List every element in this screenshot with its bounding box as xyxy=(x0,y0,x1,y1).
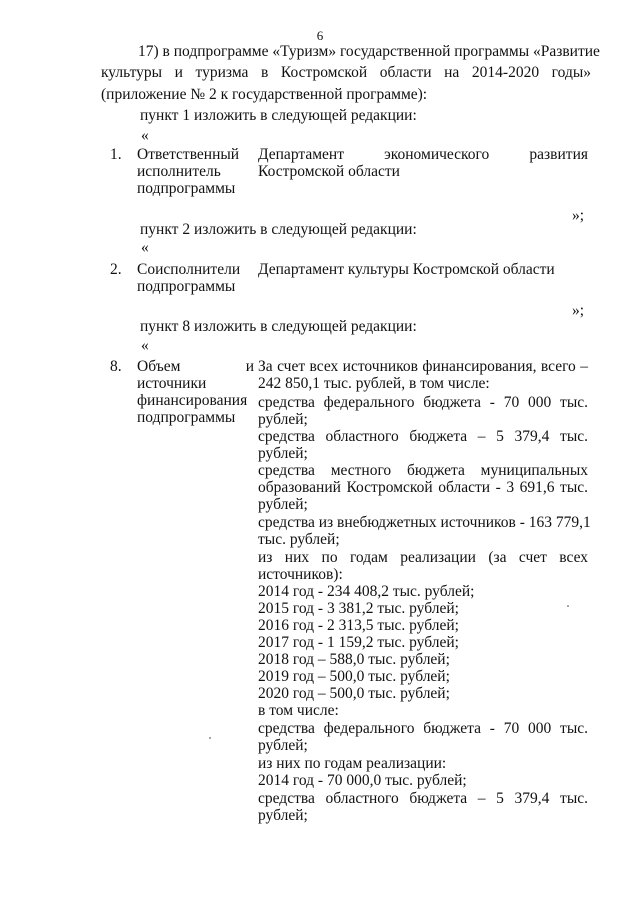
item-value-line: средства областного бюджета – 5 379,4 тыс. xyxy=(258,790,588,807)
item-value-line: Департамент культуры Костромской области xyxy=(258,261,555,278)
item-value-line: рублей; xyxy=(258,445,308,462)
item-number: 1. xyxy=(110,146,122,163)
item-value-line: 2014 год - 70 000,0 тыс. рублей; xyxy=(258,772,467,789)
item-value-line: 2020 год – 500,0 тыс. рублей; xyxy=(258,685,450,702)
page-number: 6 xyxy=(316,28,324,43)
item-value-line: из них по годам реализации: xyxy=(258,755,447,772)
item-value-line: тыс. рублей; xyxy=(258,531,340,548)
close-quote: »; xyxy=(572,207,585,224)
intro-line-2: культуры и туризма в Костромской области на 2014-2020 годы» xyxy=(101,64,591,81)
item-value-line: из них по годам реализации (за счет всех xyxy=(258,549,588,566)
item-name-line: Ответственный xyxy=(137,146,240,163)
open-quote: « xyxy=(141,239,149,256)
item-value-line: средства из внебюджетных источников - 163 779,1 xyxy=(258,514,591,531)
item-number: 8. xyxy=(110,358,122,375)
item-value-line: образований Костромской области - 3 691,6 тыс. xyxy=(258,479,588,496)
item-value-line: рублей; xyxy=(258,807,308,824)
item-value-line: источников): xyxy=(258,566,343,583)
item-value-line: рублей; xyxy=(258,737,308,754)
item-value-line: 242 850,1 тыс. рублей, в том числе: xyxy=(258,375,490,392)
item-name-line: Соисполнители xyxy=(137,261,241,278)
item-value-line: 2019 год – 500,0 тыс. рублей; xyxy=(258,668,450,685)
item-value-line: За счет всех источников финансирования, всего – xyxy=(258,358,588,375)
item-value-line: 2014 год - 234 408,2 тыс. рублей; xyxy=(258,583,475,600)
item-value-line: Костромской области xyxy=(258,163,400,180)
item-value-line: рублей; xyxy=(258,496,308,513)
item-value-line: средства областного бюджета – 5 379,4 тыс. xyxy=(258,428,588,445)
item-value-line: 2017 год - 1 159,2 тыс. рублей; xyxy=(258,634,459,651)
intro-line-3: (приложение № 2 к государственной программе): xyxy=(101,86,428,103)
item-name-line: Объем и xyxy=(137,358,254,375)
item-name-line: финансирования xyxy=(137,392,248,409)
item-value-line: рублей; xyxy=(258,411,308,428)
item-value-line: Департамент экономического развития xyxy=(258,146,588,163)
open-quote: « xyxy=(141,337,149,354)
instruction-item-8: пункт 8 изложить в следующей редакции: xyxy=(140,318,417,335)
close-quote: »; xyxy=(572,302,585,319)
item-value-line: средства федерального бюджета - 70 000 тыс. xyxy=(258,394,588,411)
instruction-item-2: пункт 2 изложить в следующей редакции: xyxy=(140,221,417,238)
item-value-line: 2015 год - 3 381,2 тыс. рублей; xyxy=(258,600,459,617)
scan-speck xyxy=(209,737,211,739)
open-quote: « xyxy=(141,127,149,144)
intro-line-1: 17) в подпрограмме «Туризм» государственной программы «Развитие xyxy=(138,43,600,60)
item-name-line: источники xyxy=(137,375,207,392)
item-number: 2. xyxy=(110,261,122,278)
item-name-line: подпрограммы xyxy=(137,180,236,197)
item-name-line: исполнитель xyxy=(137,163,221,180)
scan-speck xyxy=(567,605,569,607)
item-value-line: 2018 год – 588,0 тыс. рублей; xyxy=(258,651,450,668)
item-value-line: в том числе: xyxy=(258,702,339,719)
item-name-line: подпрограммы xyxy=(137,278,236,295)
item-value-line: 2016 год - 2 313,5 тыс. рублей; xyxy=(258,617,459,634)
item-name-line: подпрограммы xyxy=(137,409,236,426)
instruction-item-1: пункт 1 изложить в следующей редакции: xyxy=(140,107,417,124)
item-value-line: средства местного бюджета муниципальных xyxy=(258,462,588,479)
item-value-line: средства федерального бюджета - 70 000 тыс. xyxy=(258,720,588,737)
